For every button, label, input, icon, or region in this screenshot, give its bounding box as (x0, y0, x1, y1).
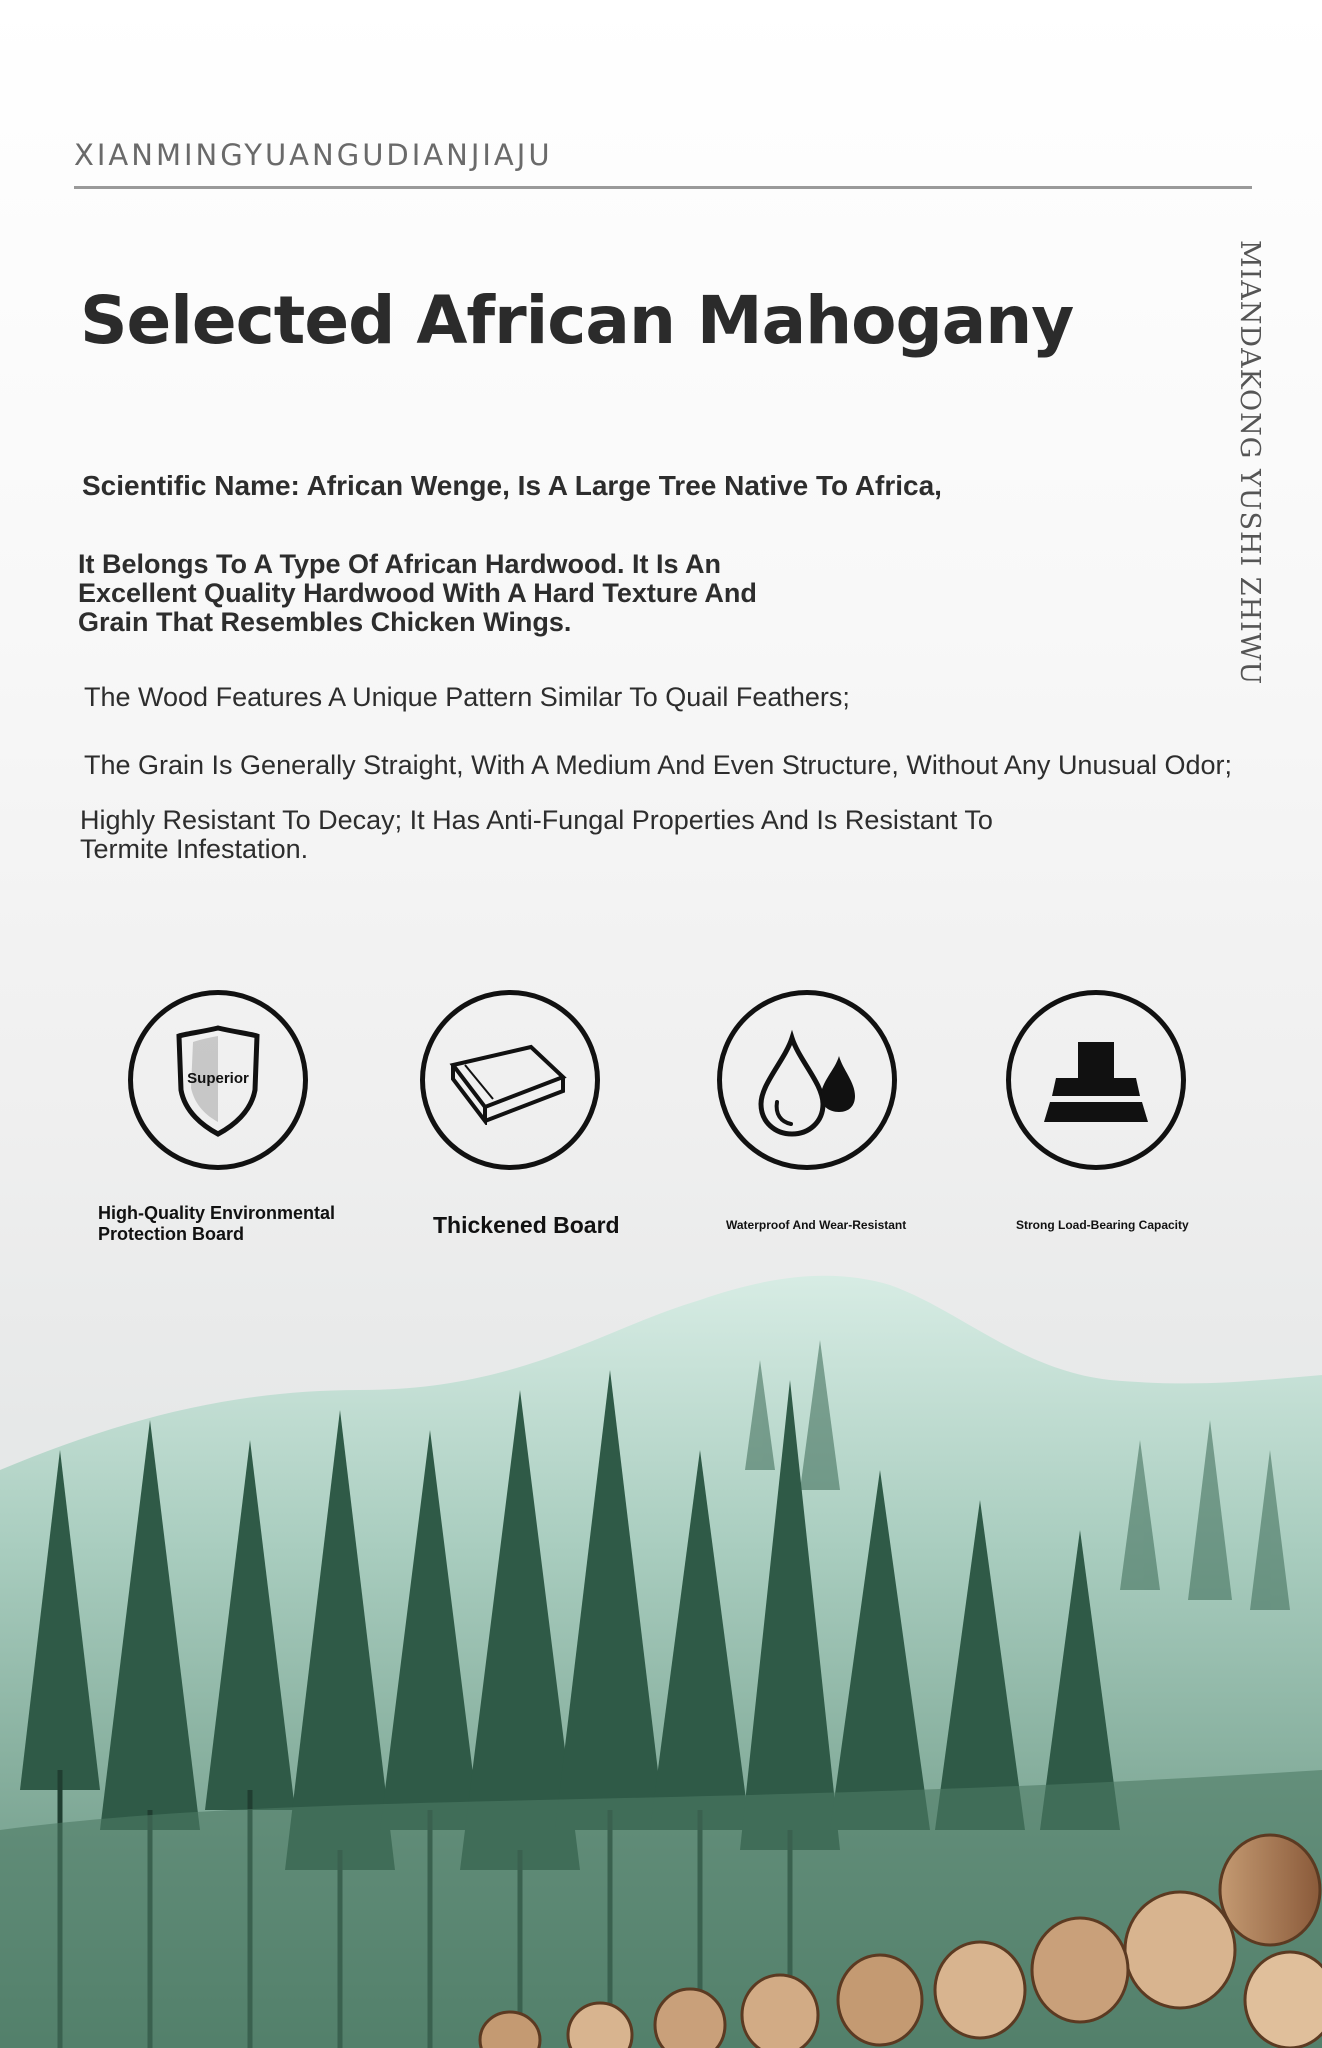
weight-icon (1006, 990, 1186, 1170)
feature-waterproof (717, 990, 907, 1180)
hardwood-description: It Belongs To A Type Of African Hardwood. It Is An Excellent Quality Hardwood With A Hard Texture And Grain That Resembles Chicken Wings. (78, 549, 757, 637)
forest-image (0, 1270, 1322, 2048)
resistance-description: Highly Resistant To Decay; It Has Anti-Fungal Properties And Is Resistant To Termite Infestation. (80, 805, 993, 864)
feature-label-thickened: Thickened Board (433, 1212, 620, 1238)
superior-badge: Superior (187, 1070, 249, 1087)
feature-load-bearing (1006, 990, 1196, 1180)
pattern-description: The Wood Features A Unique Pattern Similar To Quail Feathers; (84, 682, 850, 712)
feature-thickened (420, 990, 610, 1180)
scientific-name-text: Scientific Name: African Wenge, Is A Large Tree Native To Africa, (82, 470, 942, 501)
feature-label-waterproof: Waterproof And Wear-Resistant (726, 1218, 907, 1232)
grain-description: The Grain Is Generally Straight, With A Medium And Even Structure, Without Any Unusual Odor; (84, 750, 1233, 780)
page-title: Selected African Mahogany (80, 282, 1074, 359)
header-divider (74, 186, 1252, 189)
water-drop-icon (717, 990, 897, 1170)
vertical-caption: MIANDAKONG YUSHI ZHIWU (1234, 240, 1265, 686)
feature-environmental (128, 990, 318, 1180)
feature-label-load-bearing: Strong Load-Bearing Capacity (1016, 1218, 1189, 1232)
feature-label-environmental: High-Quality Environmental Protection Board (98, 1203, 336, 1244)
board-icon (420, 990, 600, 1170)
brand-name: XIANMINGYUANGUDIANJIAJU (74, 138, 553, 172)
